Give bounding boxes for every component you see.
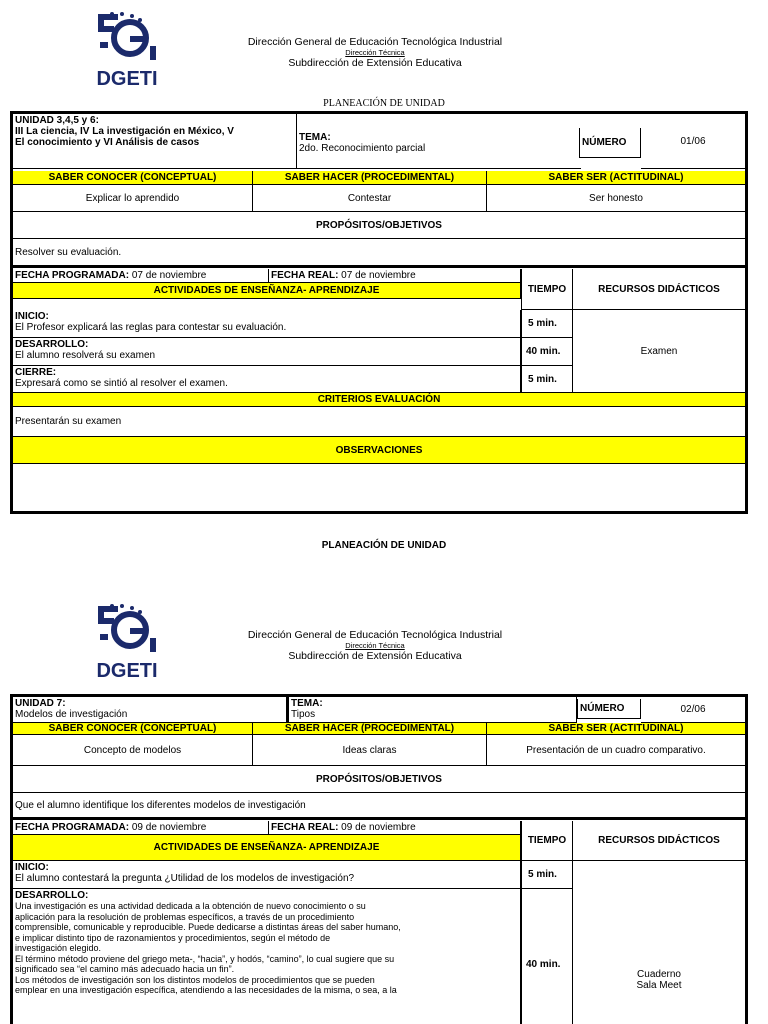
numero-value: 01/06 (641, 114, 745, 169)
recursos-header: RECURSOS DIDÁCTICOS (573, 269, 745, 310)
desarrollo-line: Una investigación es una actividad dedicada a la obtención de nuevo conocimiento o su (15, 901, 366, 911)
divider (13, 818, 745, 820)
tiempo-header: TIEMPO (521, 269, 573, 310)
actividades-header: ACTIVIDADES DE ENSEÑANZA- APRENDIZAJE (13, 283, 521, 299)
observaciones-header: OBSERVACIONES (13, 437, 745, 464)
inicio-cell (13, 310, 521, 338)
fecha-prog-label: FECHA PROGRAMADA: (15, 270, 130, 281)
tema-label: TEMA: (299, 132, 331, 143)
unidad-cell (13, 697, 287, 723)
cierre-cell (13, 366, 521, 393)
cierre-tiempo: 5 min. (521, 366, 573, 393)
desarrollo-label: DESARROLLO: (15, 890, 89, 901)
recursos-value (573, 861, 745, 1024)
logo-text: DGETI (96, 660, 158, 680)
divider (13, 266, 745, 268)
org-name: Dirección General de Educación Tecnológica Industrial (247, 36, 503, 48)
saber-ser-value: Ser honesto (487, 185, 745, 212)
plan-title-2: PLANEACIÓN DE UNIDAD (321, 540, 447, 551)
direction-name: Dirección Técnica (345, 48, 405, 57)
observaciones-value (13, 464, 745, 511)
propositos-header: PROPÓSITOS/OBJETIVOS (13, 766, 745, 793)
cierre-label: CIERRE: (15, 367, 57, 378)
fecha-prog-label: FECHA PROGRAMADA: (15, 822, 130, 833)
recurso-item: Sala Meet (636, 980, 682, 991)
subdirection-name: Subdirección de Extensión Educativa (288, 650, 462, 662)
unidad-label: UNIDAD 7: (15, 698, 66, 709)
desarrollo-line: e implicar distinto tipo de razonamientos y procedimientos, según el método de (15, 932, 331, 943)
fecha-real-label: FECHA REAL: (271, 822, 339, 833)
unidad-cell (13, 114, 297, 169)
desarrollo-line: emplear en una investigación específica, atendiendo a las necesidades de la misma, o sea, a la (15, 985, 397, 995)
inicio-tiempo: 5 min. (521, 861, 573, 889)
recurso-item: Cuaderno (637, 969, 681, 980)
saber-ser-header: SABER SER (ACTITUDINAL) (487, 171, 745, 185)
inicio-tiempo: 5 min. (521, 310, 573, 338)
unidad-label: UNIDAD 3,4,5 y 6: (15, 115, 99, 126)
criterios-value: Presentarán su examen (13, 407, 745, 437)
saber-hacer-value: Ideas claras (253, 735, 487, 766)
saber-conocer-value: Concepto de modelos (13, 735, 253, 766)
inicio-cell (13, 861, 521, 889)
desarrollo-tiempo: 40 min. (521, 338, 573, 366)
fecha-real (269, 821, 521, 835)
plan-title-1: PLANEACIÓN DE UNIDAD (323, 98, 445, 109)
logo-text: DGETI (96, 68, 158, 88)
desarrollo-line: Los métodos de investigación son los distintos modelos de procedimientos que se pueden (15, 974, 375, 985)
propositos-value: Que el alumno identifique los diferentes modelos de investigación (13, 793, 745, 818)
desarrollo-text (15, 901, 518, 996)
fecha-programada (13, 269, 269, 283)
cierre-text: Expresará como se sintió al resolver el examen. (15, 378, 228, 389)
saber-hacer-header: SABER HACER (PROCEDIMENTAL) (253, 171, 487, 185)
desarrollo-cell (13, 889, 521, 1024)
desarrollo-line: comprensible, comunicable y reproducible. Puede dedicarse a distintas áreas del saber humano, (15, 922, 401, 932)
page-header-2 (200, 629, 550, 662)
unidad-desc-1: III La ciencia, IV La investigación en México, V (15, 126, 234, 137)
direction-name: Dirección Técnica (345, 641, 405, 650)
recursos-value: Examen (573, 310, 745, 393)
fecha-real (269, 269, 521, 283)
propositos-header: PROPÓSITOS/OBJETIVOS (13, 212, 745, 239)
saber-conocer-header: SABER CONOCER (CONCEPTUAL) (13, 171, 253, 185)
desarrollo-text: El alumno resolverá su examen (15, 350, 156, 361)
fecha-real-value: 07 de noviembre (338, 270, 416, 281)
tiempo-header: TIEMPO (521, 821, 573, 861)
tema-value: 2do. Reconocimiento parcial (299, 143, 426, 154)
saber-ser-header: SABER SER (ACTITUDINAL) (487, 723, 745, 735)
page-header-1 (200, 36, 550, 69)
org-name: Dirección General de Educación Tecnológica Industrial (247, 629, 503, 641)
plan-table-1 (10, 111, 748, 514)
fecha-prog-value: 07 de noviembre (129, 270, 207, 281)
desarrollo-line: aplicación para la resolución de problemas específicos, a través de un procedimiento (15, 911, 355, 922)
propositos-value: Resolver su evaluación. (13, 239, 745, 266)
fecha-prog-value: 09 de noviembre (129, 822, 207, 833)
saber-hacer-header: SABER HACER (PROCEDIMENTAL) (253, 723, 487, 735)
inicio-label: INICIO: (15, 311, 49, 322)
recursos-header: RECURSOS DIDÁCTICOS (573, 821, 745, 861)
tema-cell (287, 697, 577, 723)
fecha-real-value: 09 de noviembre (338, 822, 416, 833)
numero-label: NÚMERO (579, 128, 641, 158)
actividades-header: ACTIVIDADES DE ENSEÑANZA- APRENDIZAJE (13, 835, 521, 861)
desarrollo-line: El término método proviene del griego meta-, “hacia”, y hodós, “camino”, lo cual sugiere que su (15, 953, 395, 964)
fecha-real-label: FECHA REAL: (271, 270, 339, 281)
saber-conocer-value: Explicar lo aprendido (13, 185, 253, 212)
desarrollo-line: investigación elegido. (15, 943, 102, 953)
saber-ser-value: Presentación de un cuadro comparativo. (487, 735, 745, 766)
inicio-text: El alumno contestará la pregunta ¿Utilidad de los modelos de investigación? (15, 873, 355, 884)
saber-conocer-header: SABER CONOCER (CONCEPTUAL) (13, 723, 253, 735)
fecha-programada (13, 821, 269, 835)
saber-hacer-value: Contestar (253, 185, 487, 212)
desarrollo-tiempo: 40 min. (521, 889, 573, 1024)
desarrollo-cell (13, 338, 521, 366)
desarrollo-line: significado sea “el camino más adecuado hacia un fin”. (15, 964, 235, 974)
numero-value: 02/06 (641, 697, 745, 723)
dgeti-logo-1 (92, 8, 162, 88)
numero-label: NÚMERO (577, 699, 641, 719)
desarrollo-label: DESARROLLO: (15, 339, 89, 350)
tema-label: TEMA: (291, 698, 323, 709)
dgeti-logo-2 (92, 600, 162, 680)
inicio-text: El Profesor explicará las reglas para contestar su evaluación. (15, 322, 287, 333)
subdirection-name: Subdirección de Extensión Educativa (288, 57, 462, 69)
unidad-desc-2: El conocimiento y VI Análisis de casos (15, 137, 200, 148)
tema-cell (297, 114, 581, 169)
criterios-header: CRITERIOS EVALUACIÓN (13, 393, 745, 407)
inicio-label: INICIO: (15, 862, 49, 873)
plan-table-2 (10, 694, 748, 1024)
tema-value: Tipos (291, 709, 316, 720)
unidad-desc: Modelos de investigación (15, 709, 128, 720)
